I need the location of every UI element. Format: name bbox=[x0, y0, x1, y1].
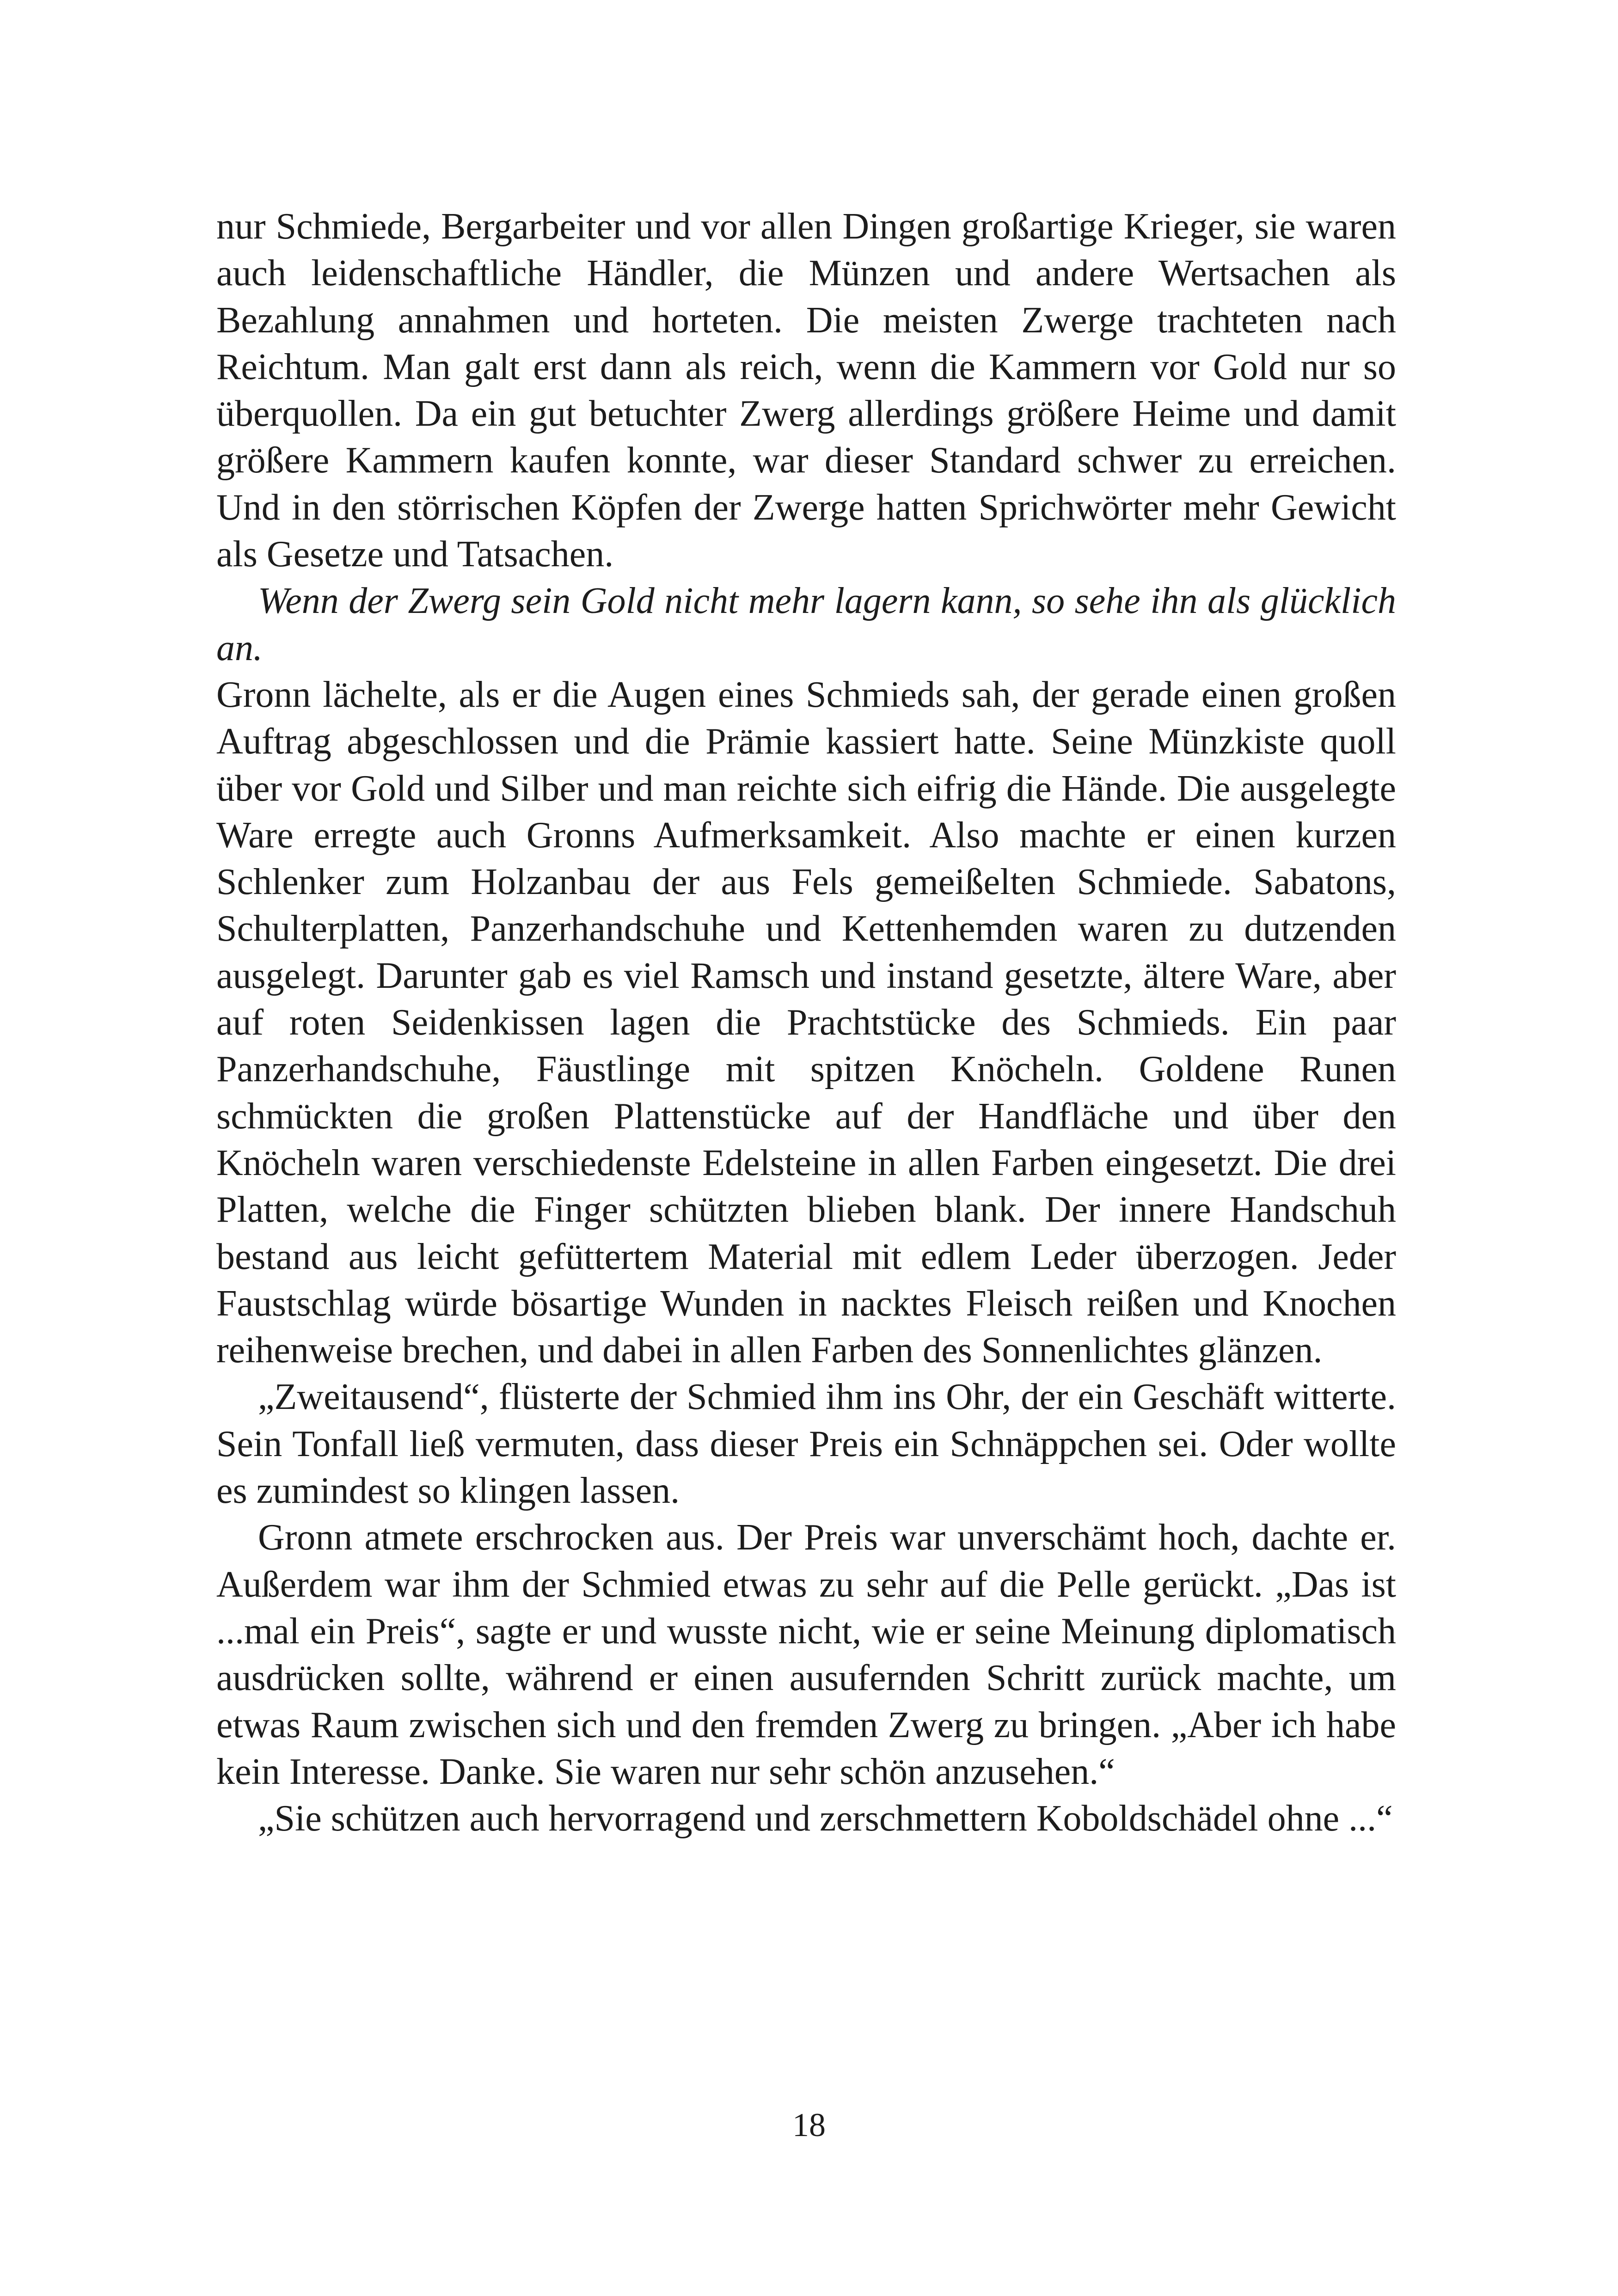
page-number: 18 bbox=[792, 2106, 826, 2143]
paragraph-3: Gronn lächelte, als er die Augen eines Schmieds sah, der gerade einen großen Auftrag abgeschlossen und die Prämie kassiert hatte. Seine Münzkiste quoll über vor Gold und Silber und man reichte sich eifrig die Hände. Die ausgelegte Ware erregte auch Gronns Aufmerksamkeit. Also machte er einen kurzen Schlenker zum Holzanbau der aus Fels gemeißelten Schmiede. Sabatons, Schulterplatten, Panzerhandschuhe und Kettenhemden waren zu dutzenden ausgelegt. Darunter gab es viel Ramsch und instand gesetzte, ältere Ware, aber auf roten Seidenkissen lagen die Prachtstücke des Schmieds. Ein paar Panzerhandschuhe, Fäustlinge mit spitzen Knöcheln. Goldene Runen schmückten die großen Plattenstücke auf der Handfläche und über den Knöcheln waren verschiedenste Edelsteine in allen Farben eingesetzt. Die drei Platten, welche die Finger schützten blieben blank. Der innere Handschuh bestand aus leicht gefüttertem Material mit edlem Leder überzogen. Jeder Faustschlag würde bösartige Wunden in nacktes Fleisch reißen und Knochen reihenweise brechen, und dabei in allen Farben des Sonnenlichtes glänzen. bbox=[216, 674, 1396, 1371]
paragraph-6: „Sie schützen auch hervorragend und zerschmettern Koboldschädel ohne ...“ bbox=[258, 1798, 1393, 1839]
paragraph-1: nur Schmiede, Bergarbeiter und vor allen Dingen großartige Krieger, sie waren auch leidenschaftliche Händler, die Münzen und andere Wertsachen als Bezahlung annahmen und horteten. Die meisten Zwerge trachteten nach Reichtum. Man galt erst dann als reich, wenn die Kammern vor Gold nur so überquollen. Da ein gut betuchter Zwerg allerdings größere Heime und damit größere Kammern kaufen konnte, war dieser Standard schwer zu erreichen. Und in den störrischen Köpfen der Zwerge hatten Sprichwörter mehr Gewicht als Gesetze und Tatsachen. bbox=[216, 206, 1396, 575]
paragraph-2-proverb: Wenn der Zwerg sein Gold nicht mehr lagern kann, so sehe ihn als glücklich an. bbox=[216, 581, 1396, 668]
paragraph-5: Gronn atmete erschrocken aus. Der Preis war unverschämt hoch, dachte er. Außerdem war ihm der Schmied etwas zu sehr auf die Pelle gerückt. „Das ist ...mal ein Preis“, sagte er und wusste nicht, wie er seine Meinung diplomatisch ausdrücken sollte, während er einen ausufernden Schritt zurück machte, um etwas Raum zwischen sich und den fremden Zwerg zu bringen. „Aber ich habe kein Interesse. Danke. Sie waren nur sehr schön anzusehen.“ bbox=[216, 1517, 1396, 1792]
paragraph-4: „Zweitausend“, flüsterte der Schmied ihm ins Ohr, der ein Geschäft witterte. Sein Tonfall ließ vermuten, dass dieser Preis ein Schnäppchen sei. Oder wollte es zumindest so klingen lassen. bbox=[216, 1377, 1396, 1512]
body-text bbox=[216, 203, 1396, 1842]
